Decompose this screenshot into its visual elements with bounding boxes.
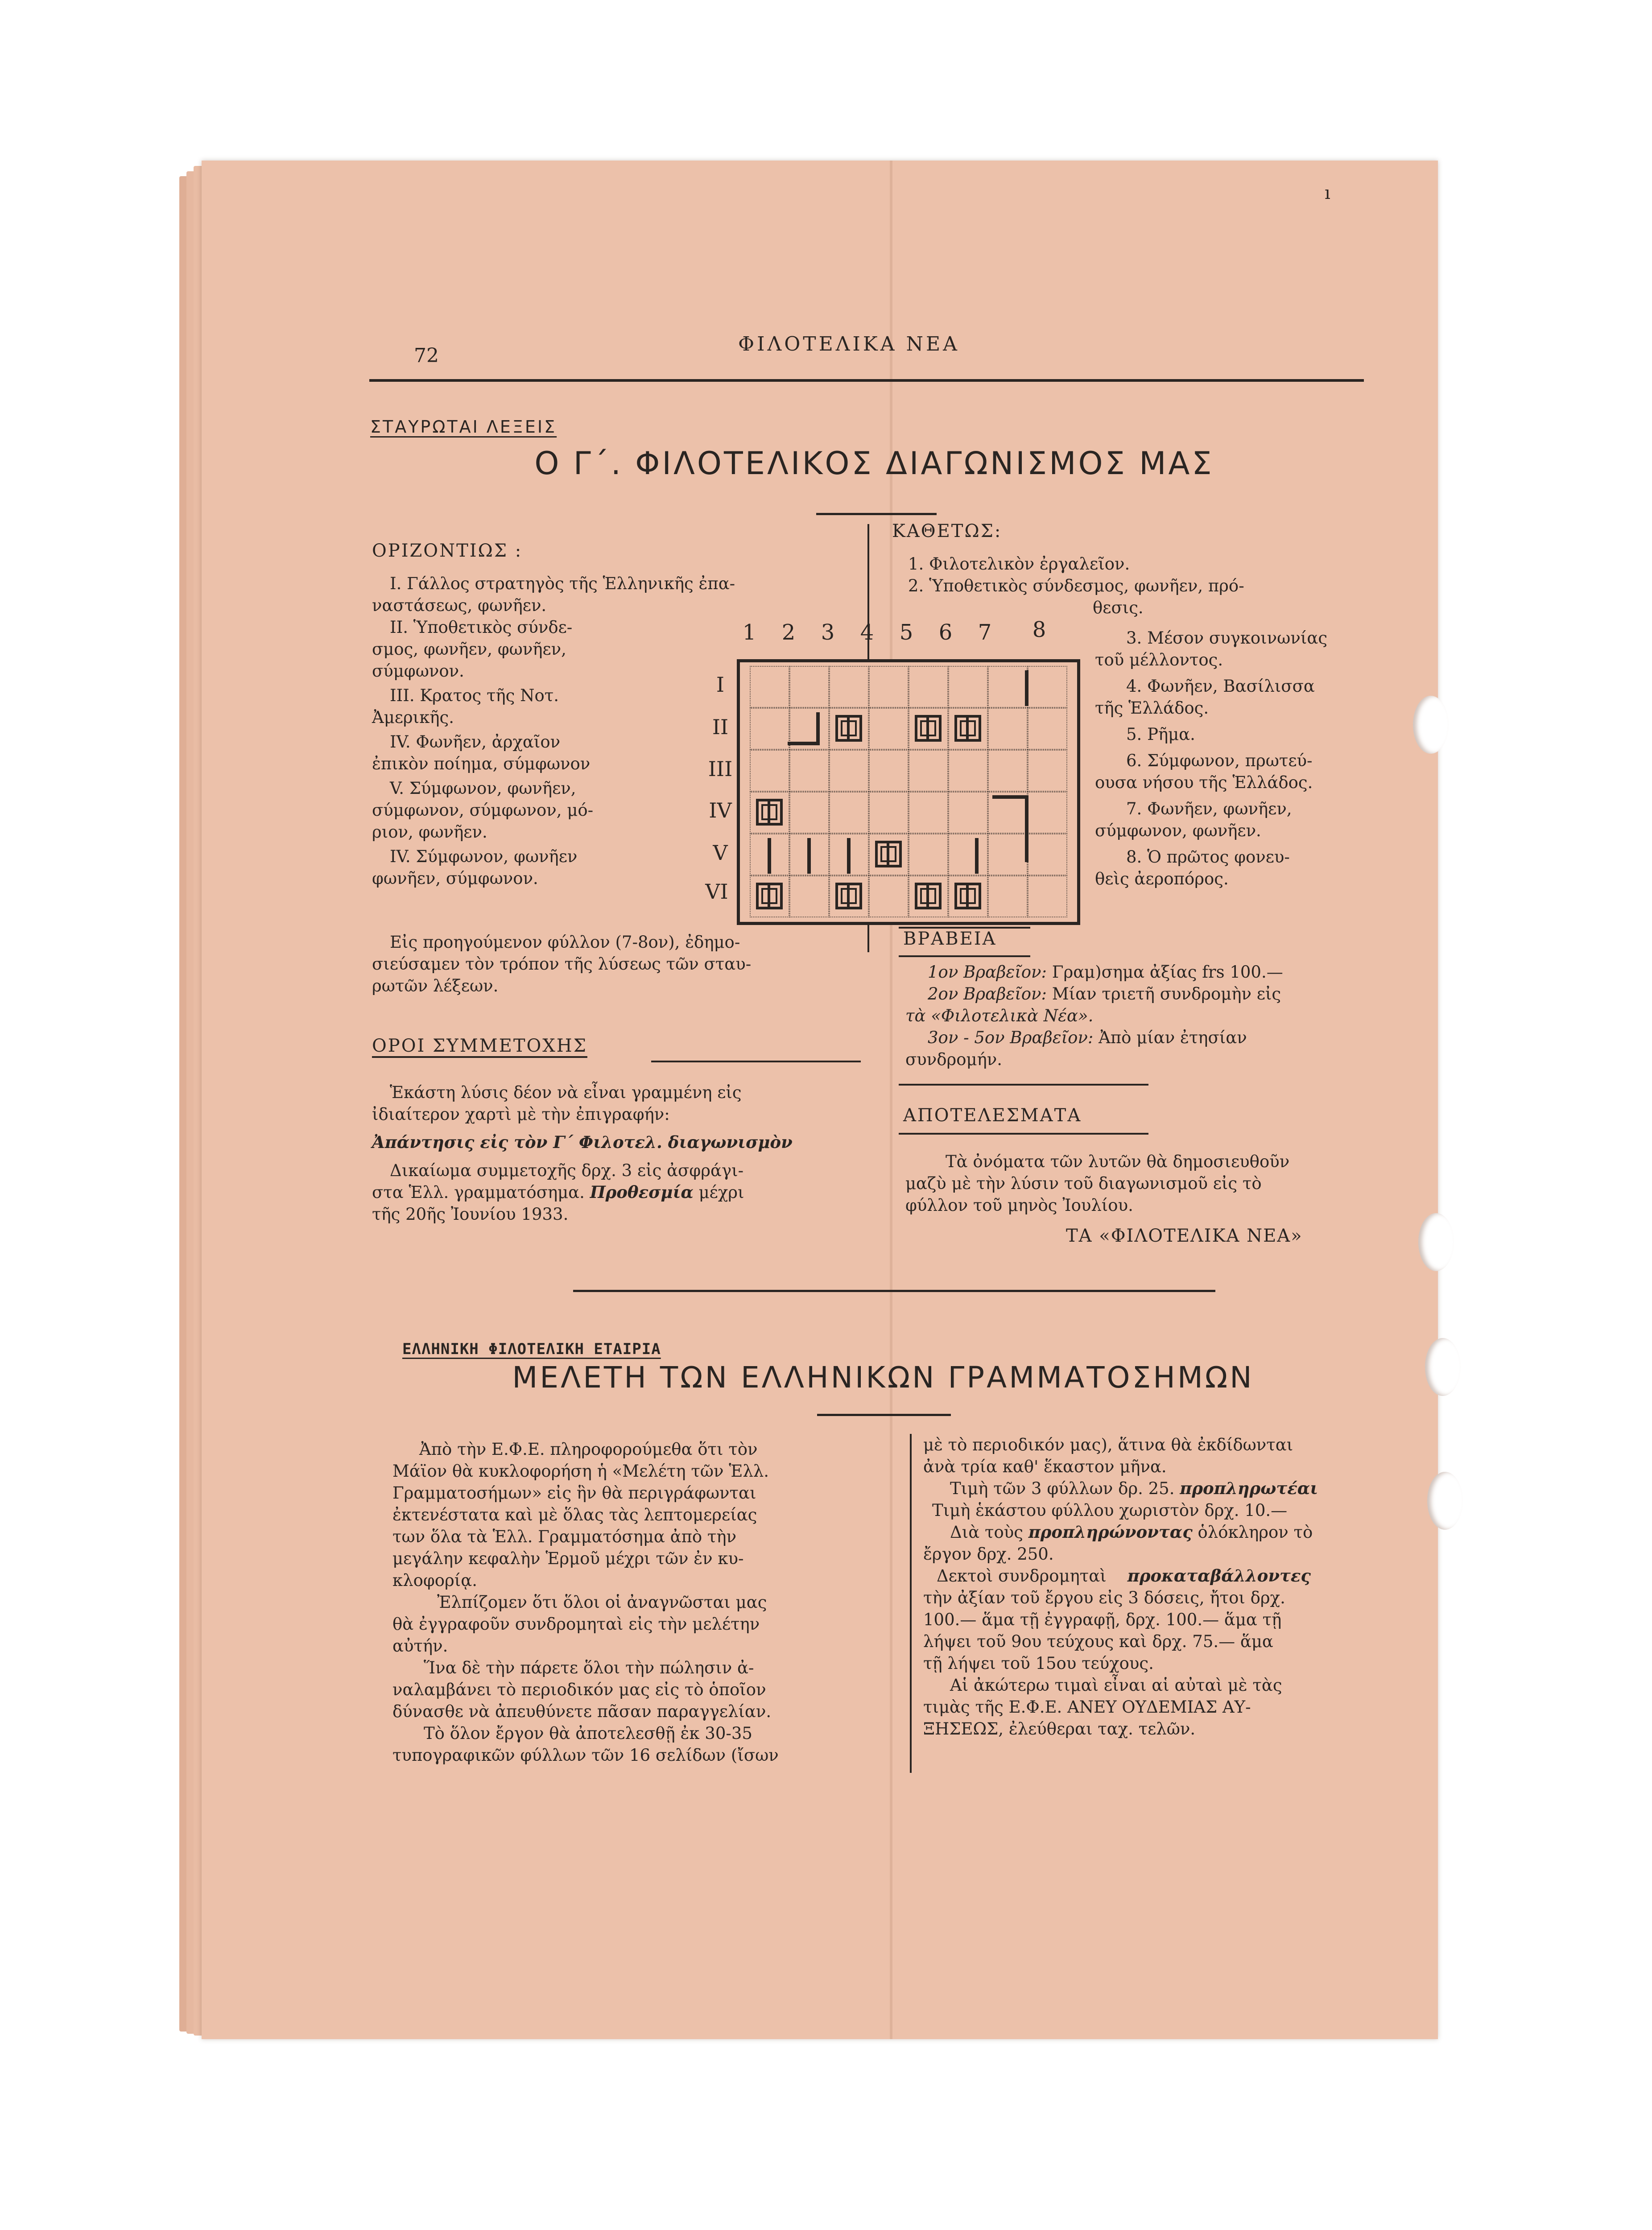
- grid-cell: [869, 708, 909, 750]
- across-clue: ΙΙ. Ὑποθετικὸς σύνδε-: [390, 618, 573, 637]
- grid-bar: [847, 838, 851, 874]
- prize-text: Γραμ)σημα ἀξίας frs 100.—: [1052, 962, 1283, 982]
- grid-black-square: [954, 883, 981, 909]
- price-text: Τιμὴ τῶν 3 φύλλων δρ. 25.: [950, 1479, 1175, 1498]
- article-line: Αἱ ἀκώτερω τιμαὶ εἶναι αἱ αὐταὶ μὲ τὰς: [950, 1676, 1282, 1695]
- down-clue: 3. Μέσον συγκοινωνίας: [1126, 628, 1328, 648]
- article-line: τιμὰς τῆς Ε.Φ.Ε. ΑΝΕΥ ΟΥΔΕΜΙΑΣ ΑΥ-: [923, 1697, 1251, 1717]
- article-line: Γραμματοσήμων» εἰς ἣν θὰ περιγράφωνται: [392, 1483, 756, 1503]
- down-clue: 6. Σύμφωνον, πρωτεύ-: [1126, 751, 1313, 770]
- article-line: δύνασθε νὰ ἀπευθύνετε πᾶσαν παραγγελίαν.: [392, 1702, 772, 1721]
- prepay-emphasis: προπληρωτέαι: [1180, 1478, 1318, 1498]
- grid-cell: [988, 708, 1028, 750]
- down-clue: 4. Φωνῆεν, Βασίλισσα: [1126, 677, 1315, 696]
- terms-fee: στα Ἑλλ. γραμματόσημα.: [372, 1183, 585, 1202]
- grid-black-square: [835, 715, 862, 742]
- grid-cell: [1028, 750, 1067, 792]
- down-clue: 8. Ὁ πρῶτος φονευ-: [1126, 847, 1290, 867]
- results-heading: ΑΠΟΤΕΛΕΣΜΑΤΑ: [903, 1105, 1082, 1126]
- grid-cell: [1028, 792, 1067, 834]
- down-clue: ουσα νήσου τῆς Ἑλλάδος.: [1095, 773, 1313, 792]
- prepay-text: ὁλόκληρον τὸ: [1198, 1523, 1313, 1542]
- across-clue: ναστάσεως, φωνῆεν.: [372, 596, 547, 615]
- terms-line: Ἑκάστη λύσις δέον νὰ εἶναι γραμμένη εἰς: [390, 1083, 742, 1102]
- grid-column-number: 7: [978, 620, 992, 645]
- grid-row-number: IV: [709, 798, 732, 822]
- terms-fee-deadline: [372, 1181, 863, 1203]
- across-clue: φωνῆεν, σύμφωνον.: [372, 869, 538, 888]
- article-line: [923, 1521, 1414, 1543]
- grid-black-square: [954, 715, 981, 742]
- article-line: ναλαμβάνει τὸ περιοδικόν μας εἰς τὸ ὁποῖον: [392, 1680, 766, 1699]
- grid-black-square: [915, 883, 942, 909]
- article-line: τυπογραφικῶν φύλλων τῶν 16 σελίδων (ἴσων: [392, 1746, 779, 1765]
- grid-row-number: V: [713, 841, 728, 865]
- grid-cell: [869, 875, 909, 917]
- article-line: μεγάλην κεφαλὴν Ἑρμοῦ μέχρι τῶν ἐν κυ-: [392, 1549, 744, 1568]
- grid-bar: [768, 838, 771, 874]
- grid-bar: [1025, 795, 1028, 862]
- article-line: τὴν ἀξίαν τοῦ ἔργου εἰς 3 δόσεις, ἤτοι δρχ.: [923, 1588, 1285, 1607]
- grid-cell: [869, 792, 909, 834]
- page-number: 72: [414, 344, 439, 367]
- across-clue: Ι. Γάλλος στρατηγὸς τῆς Ἑλληνικῆς ἐπα-: [390, 574, 735, 593]
- society-title-rule: [817, 1414, 951, 1416]
- grid-column-number: 4: [860, 620, 874, 645]
- grid-row-number: ΙΙ: [712, 715, 729, 739]
- down-clue: θεσις.: [1093, 598, 1144, 617]
- grid-column-number: 5: [899, 620, 913, 645]
- article-line: ἀνὰ τρία καθ' ἕκαστον μῆνα.: [923, 1457, 1167, 1476]
- terms-fee: Δικαίωμα συμμετοχῆς δρχ. 3 εἰς ἀσφράγι-: [390, 1161, 744, 1180]
- grid-cell: [789, 750, 829, 792]
- prize-label: 1ον Βραβεῖον:: [928, 962, 1047, 982]
- grid-cell: [750, 750, 789, 792]
- terms-body: [372, 1082, 863, 1225]
- grid-cell: [789, 875, 829, 917]
- across-clue: ριον, φωνῆεν.: [372, 822, 487, 842]
- grid-cell: [1028, 666, 1067, 708]
- grid-bar: [816, 712, 820, 743]
- grid-black-square: [756, 883, 783, 909]
- punch-hole: [1413, 696, 1449, 754]
- article-line: [923, 1565, 1414, 1587]
- prize-text: Μίαν τριετῆ συνδρομὴν εἰς: [1052, 984, 1281, 1004]
- grid-cell: [789, 792, 829, 834]
- note-line: σιεύσαμεν τὸν τρόπον τῆς λύσεως τῶν σταυ-: [372, 954, 752, 974]
- terms-heading: ΟΡΟΙ ΣΥΜΜΕΤΟΧΗΣ: [372, 1036, 587, 1056]
- deadline-text: μέχρι: [698, 1183, 744, 1202]
- article-line: μὲ τὸ περιοδικόν μας), ἅτινα θὰ ἐκδίδωνται: [923, 1435, 1293, 1454]
- article-line: κλοφορίᾳ.: [392, 1571, 478, 1590]
- note-line: Εἰς προηγούμενον φύλλον (7-8ον), ἐδημο-: [390, 933, 740, 952]
- down-clue: 7. Φωνῆεν, φωνῆεν,: [1126, 799, 1292, 818]
- grid-cell: [988, 875, 1028, 917]
- prize-item: [905, 961, 1392, 983]
- previous-issue-note: [372, 931, 863, 997]
- prize-item: [905, 1027, 1392, 1049]
- grid-cell: [909, 750, 948, 792]
- grid-cell: [988, 750, 1028, 792]
- grid-cell: [988, 666, 1028, 708]
- grid-column-number: 1: [742, 620, 756, 645]
- across-clue: IV. Φωνῆεν, ἀρχαῖον: [390, 732, 561, 752]
- prize-text: τὰ «Φιλοτελικὰ Νέα».: [905, 1006, 1094, 1025]
- punch-hole: [1427, 1472, 1463, 1530]
- grid-bar: [788, 742, 820, 745]
- prepaying-emphasis: προπληρώνοντας: [1028, 1522, 1193, 1542]
- grid-column-number: 3: [821, 620, 835, 645]
- down-clue: τῆς Ἑλλάδος.: [1095, 698, 1209, 718]
- grid-black-square: [756, 799, 783, 826]
- punch-hole: [1425, 1338, 1461, 1396]
- grid-column-number: 8: [1032, 617, 1046, 642]
- advance-emphasis: προκαταβάλλοντες: [1127, 1566, 1311, 1586]
- grid-cell: [829, 792, 869, 834]
- article-line: Τιμὴ ἑκάστου φύλλου χωριστὸν δρχ. 10.—: [932, 1501, 1288, 1520]
- header-title: ΦΙΛΟΤΕΛΙΚΑ ΝΕΑ: [738, 333, 960, 355]
- grid-black-square: [915, 715, 942, 742]
- results-rule: [899, 1133, 1148, 1135]
- grid-cell: [909, 834, 948, 875]
- article-line: Ἵνα δὲ τὴν πάρετε ὅλοι τὴν πώλησιν ἀ-: [424, 1658, 754, 1677]
- down-clues-wide: [905, 553, 1387, 619]
- grid-bar: [1025, 670, 1028, 706]
- grid-cell: [909, 666, 948, 708]
- article-line: Μάϊον θὰ κυκλοφορήση ἡ «Μελέτη τῶν Ἑλλ.: [392, 1462, 769, 1481]
- grid-cell: [948, 834, 988, 875]
- subscribers-text: Δεκτοὶ συνδρομηταὶ: [937, 1566, 1107, 1586]
- section-label-crossword: ΣΤΑΥΡΩΤΑΙ ΛΕΞΕΙΣ: [370, 417, 557, 437]
- society-right-column: [923, 1434, 1414, 1740]
- note-line: ρωτῶν λέξεων.: [372, 976, 499, 995]
- grid-cell: [750, 708, 789, 750]
- prize-text: συνδρομήν.: [905, 1050, 1003, 1069]
- article-line: ΞΗΣΕΩΣ, ἐλεύθεραι ταχ. τελῶν.: [923, 1719, 1196, 1739]
- grid-bar: [807, 838, 811, 874]
- results-signature: ΤΑ «ΦΙΛΟΤΕΛΙΚΑ ΝΕΑ»: [1066, 1226, 1303, 1246]
- across-clue: σμος, φωνῆεν, φωνῆεν,: [372, 640, 566, 659]
- across-clue: IV. Σύμφωνον, φωνῆεν: [390, 847, 578, 866]
- article-line: λήψει τοῦ 9ου τεύχους καὶ δρχ. 75.— ἅμα: [923, 1632, 1273, 1651]
- prize-label: 2ον Βραβεῖον:: [928, 984, 1047, 1004]
- grid-black-square: [835, 883, 862, 909]
- down-clue: 2. Ὑποθετικὸς σύνδεσμος, φωνῆεν, πρό-: [908, 576, 1244, 595]
- article-line: ἐκτενέστατα καὶ μὲ ὅλας τὰς λεπτομερείας: [392, 1505, 757, 1524]
- results-rule-top: [899, 1084, 1148, 1086]
- grid-row-number: ΙΙΙ: [708, 757, 733, 781]
- down-clue: θεὶς ἀεροπόρος.: [1095, 869, 1229, 888]
- grid-cell: [988, 834, 1028, 875]
- section-label-society: ΕΛΛΗΝΙΚΗ ΦΙΛΟΤΕΛΙΚΗ ΕΤΑΙΡΙΑ: [402, 1340, 661, 1358]
- down-heading: ΚΑΘΕΤΩΣ:: [892, 521, 1002, 541]
- across-clue: σύμφωνον, σύμφωνον, μό-: [372, 801, 594, 820]
- society-title: ΜΕΛΕΤΗ ΤΩΝ ΕΛΛΗΝΙΚΩΝ ΓΡΑΜΜΑΤΟΣΗΜΩΝ: [512, 1360, 1254, 1395]
- grid-cell: [750, 666, 789, 708]
- grid-cell: [948, 666, 988, 708]
- prepay-text: Διὰ τοὺς: [950, 1523, 1023, 1542]
- article-line: ἔργον δρχ. 250.: [923, 1544, 1054, 1564]
- grid-black-square: [875, 841, 902, 867]
- grid-bar: [992, 795, 1027, 799]
- across-clue: V. Σύμφωνον, φωνῆεν,: [390, 779, 576, 798]
- results-line: μαζὺ μὲ τὴν λύσιν τοῦ διαγωνισμοῦ εἰς τὸ: [905, 1174, 1262, 1193]
- grid-cell: [948, 792, 988, 834]
- article-line: αὐτήν.: [392, 1636, 448, 1656]
- grid-cell: [829, 666, 869, 708]
- down-clues-narrow: [1095, 627, 1385, 890]
- grid-cell: [1028, 834, 1067, 875]
- article-line: 100.— ἅμα τῇ ἐγγραφῇ, δρχ. 100.— ἅμα τῇ: [923, 1610, 1282, 1629]
- down-clue: 5. Ρῆμα.: [1126, 725, 1195, 744]
- article-line: τῇ λήψει τοῦ 15ου τεύχους.: [923, 1654, 1154, 1673]
- grid-cell: [829, 750, 869, 792]
- across-heading: ΟΡΙΖΟΝΤΙΩΣ :: [372, 541, 523, 561]
- prize-item: [905, 983, 1392, 1005]
- prize-label: 3ον - 5ον Βραβεῖον:: [928, 1028, 1094, 1047]
- terms-rule: [651, 1061, 861, 1062]
- grid-cell: [1028, 708, 1067, 750]
- prizes-rule: [899, 955, 1030, 957]
- grid-cell: [869, 750, 909, 792]
- results-body: [905, 1151, 1392, 1216]
- results-line: φύλλον τοῦ μηνὸς Ἰουλίου.: [905, 1196, 1133, 1215]
- prizes-list: [905, 961, 1392, 1070]
- prize-text: Ἀπὸ μίαν ἐτησίαν: [1099, 1028, 1247, 1047]
- title-rule: [816, 513, 937, 515]
- article-line: Τὸ ὅλον ἔργον θὰ ἀποτελεσθῇ ἐκ 30-35: [424, 1724, 752, 1743]
- grid-cell: [869, 666, 909, 708]
- article-line: θὰ ἐγγραφοῦν συνδρομηταὶ εἰς τὴν μελέτην: [392, 1615, 760, 1634]
- punch-hole: [1418, 1213, 1454, 1271]
- across-clue: Ἀμερικῆς.: [372, 708, 454, 727]
- article-line: Ἐλπίζομεν ὅτι ὅλοι οἱ ἀναγνῶσται μας: [437, 1593, 767, 1612]
- terms-line: ἰδιαίτερον χαρτὶ μὲ τὴν ἐπιγραφήν:: [372, 1105, 670, 1124]
- article-line: [923, 1478, 1414, 1499]
- article-line: των ὅλα τὰ Ἑλλ. Γραμματόσημα ἀπὸ τὴν: [392, 1527, 737, 1546]
- across-clue: ἐπικὸν ποίημα, σύμφωνον: [372, 754, 591, 773]
- deadline-date: τῆς 20ῆς Ἰουνίου 1933.: [372, 1205, 569, 1224]
- across-clue: σύμφωνον.: [372, 661, 464, 681]
- grid-cell: [1028, 875, 1067, 917]
- crossword-grid: [737, 659, 1080, 925]
- corner-mark: ı: [1325, 183, 1330, 203]
- grid-row-number: VI: [705, 880, 728, 904]
- down-clue: σύμφωνον, φωνῆεν.: [1095, 821, 1261, 840]
- society-left-column: [392, 1438, 901, 1766]
- across-clues: [372, 573, 863, 616]
- deadline-label: Προθεσμία: [590, 1182, 694, 1202]
- crossword-cells: [750, 666, 1067, 918]
- down-clue: 1. Φιλοτελικὸν ἐργαλεῖον.: [908, 554, 1130, 574]
- results-line: Τὰ ὀνόματα τῶν λυτῶν θὰ δημοσιευθοῦν: [946, 1152, 1290, 1171]
- society-column-divider: [910, 1434, 912, 1773]
- section-separator: [573, 1290, 1215, 1292]
- grid-cell: [909, 792, 948, 834]
- grid-cell: [789, 666, 829, 708]
- grid-row-number: Ι: [716, 673, 725, 697]
- across-clues-narrow: [372, 616, 657, 889]
- grid-column-number: 6: [938, 620, 953, 645]
- grid-cell: [948, 750, 988, 792]
- grid-bar: [975, 838, 979, 874]
- terms-inscription: Ἀπάντησις εἰς τὸν Γ΄ Φιλοτελ. διαγωνισμὸν: [372, 1132, 793, 1152]
- prizes-heading: ΒΡΑΒΕΙΑ: [903, 929, 997, 949]
- crossword-title: Ο Γ΄. ΦΙΛΟΤΕΛΙΚΟΣ ΔΙΑΓΩΝΙΣΜΟΣ ΜΑΣ: [534, 445, 1214, 482]
- down-clue: τοῦ μέλλοντος.: [1095, 650, 1223, 669]
- across-clue: ΙΙΙ. Κρατος τῆς Νοτ.: [390, 686, 559, 705]
- header-rule: [369, 379, 1364, 382]
- grid-column-number: 2: [781, 620, 796, 645]
- article-line: Ἀπὸ τὴν Ε.Φ.Ε. πληροφορούμεθα ὅτι τὸν: [419, 1440, 758, 1459]
